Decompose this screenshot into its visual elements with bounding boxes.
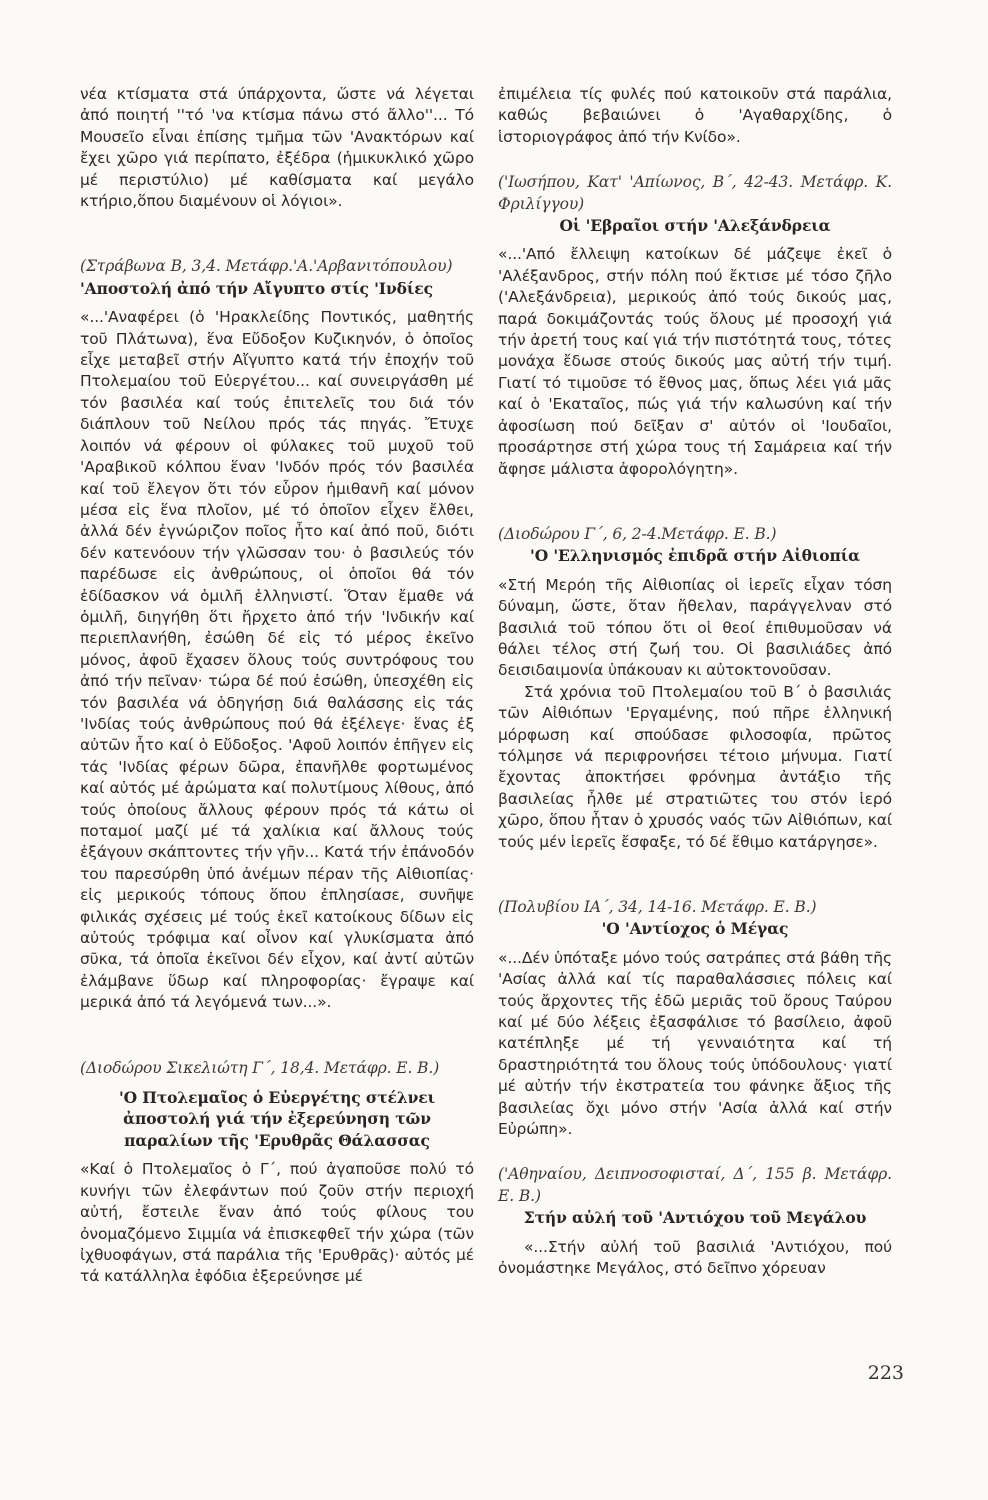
paragraph: νέα κτίσματα στά ύπάρχοντα, ὥστε νά λέγεται ἀπό ποιητή ''τό 'να κτίσμα πάνω στό ἄλλο''... Τό Μουσεῖο εἶναι ἐπίσης τμῆμα τῶν 'Ανακτόρων καί ἔχει χῶρο γιά περίπατο, ἐξέδρα (ἡμικυκλικό χῶρο μέ περιστύλιο) μέ καθίσματα καί μεγάλο κτήριο,ὅπου διαμένουν οἱ λόγιοι». bbox=[80, 85, 474, 211]
paragraph: «...'Αναφέρει (ὁ 'Ηρακλείδης Ποντικός, μαθητής τοῦ Πλάτωνα), ἕνα Εὔδοξον Κυζικηνόν, ὁ ὁποῖος εἶχε μεταβεῖ στήν Αἴγυπτο κατά τήν ἐποχήν τοῦ Πτολεμαίου τοῦ Εὐεργέτου... καί συνειργάσθη μέ τόν βασιλέα καί τούς ἐπιτελεῖς του διά τόν διάπλουν τοῦ Νείλου πρός τάς πηγάς. Ἔτυχε λοιπόν νά φέρουν οἱ φύλακες τοῦ μυχοῦ τοῦ 'Αραβικοῦ κόλπου ἕναν 'Ινδόν πρός τόν βασιλέα καί τοῦ ἔλεγον ὅτι τόν εὗρον ἡμιθανῆ καί μόνον μέσα εἰς ἕνα πλοῖον, μέ τό ὁποῖον εἶχεν ἔλθει, ἀλλά δέν ἐγνώριζον ποῖος ἦτο καί ἀπό ποῦ, διότι δέν κατενόουν τήν γλῶσσαν του· ὁ βασιλεύς τόν παρέδωσε εἰς ἀνθρώπους, οἱ ὁποῖοι θά τόν ἐδίδασκον νά ὁμιλῆ ἑλληνιστί. Ὅταν ἔμαθε νά ὁμιλῆ, διηγήθη ὅτι ἤρχετο ἀπό τήν 'Ινδικήν καί περιεπλανήθη, ἐσώθη δέ εἰς τό μέρος ἐκεῖνο μόνος, ἀφοῦ ἔχασεν ὅλους τούς συντρόφους του ἀπό τήν πεῖναν· τώρα δέ πού ἐσώθη, ὑπεσχέθη εἰς τόν βασιλέα νά ὁδηγήσῃ διά θαλάσσης εἰς τάς 'Ινδίας τούς ἀνθρώπους πού θά ἐξέλεγε· ἕνας ἐξ αὐτῶν ἦτο καί ὁ Εὔδοξος. 'Αφοῦ λοιπόν ἐπῆγεν εἰς τάς 'Ινδίας φέρων δῶρα, ἐπανῆλθε φορτωμένος καί αὐτός μέ ἀρώματα καί πολυτίμους λίθους, ἀπό τούς ὁποίους ἄλλους φέρουν πρός τά κάτω οἱ ποταμοί μαζί μέ τά χαλίκια καί ἄλλους τούς ἐξάγουν σκάπτοντες τήν γῆν... Κατά τήν ἐπάνοδόν του παρεσύρθη ὑπό ἀνέμων πέραν τῆς Αἰθιοπίας· εἰς μερικούς τόπους ὅπου ἐπλησίασε, συνῆψε φιλικάς σχέσεις μέ τούς ἐκεῖ κατοίκους δίδων εἰς αὐτούς τρόφιμα καί οἶνον καί γλυκίσματα ἀπό σῦκα, τά ὁποῖα ἐκεῖνοι δέν εἶχον, καί ἀντί αὐτῶν ἐλάμβανε ὕδωρ καί πληροφορίας· ἔγραψε καί μερικά ἀπό τά λεγόμενά των...». bbox=[80, 308, 474, 1012]
source-citation: (Διοδώρου Γ΄, 6, 2-4.Μετάφρ. Ε. Β.) bbox=[498, 524, 777, 543]
source-citation: ('Αθηναίου, Δειπνοσοφισταί, Δ΄, 155 β. Μετάφρ. Ε. Β.) bbox=[498, 1165, 892, 1205]
right-column bbox=[498, 84, 892, 1280]
paragraph: ἐπιμέλεια τίς φυλές πού κατοικοῦν στά παράλια, καθώς βεβαιώνει ὁ 'Αγαθαρχίδης, ὁ ἱστοριογράφος ἀπό τήν Κνίδο». bbox=[498, 85, 892, 146]
source-citation: (Πολυβίου ΙΑ΄, 34, 14-16. Μετάφρ. Ε. Β.) bbox=[498, 898, 817, 916]
page-number: 223 bbox=[867, 1362, 904, 1384]
paragraph: «Καί ὁ Πτολεμαῖος ὁ Γ΄, πού ἀγαποῦσε πολύ τό κυνήγι τῶν ἐλεφάντων πού ζοῦν στήν περιοχή αὐτή, ἔστειλε ἕναν ἀπό τούς φίλους του ὀνομαζόμενο Σιμμία νά ἐπισκεφθεῖ τήν χώρα (τῶν ἰχθυοφάγων, στά παράλια τῆς 'Ερυθρᾶς)· αὐτός μέ τά κατάλληλα ἐφόδια ἐξερεύνησε μέ bbox=[80, 1160, 474, 1286]
paragraph: «Στή Μερόη τῆς Αἰθιοπίας οἱ ἱερεῖς εἶχαν τόση δύναμη, ὥστε, ὅταν ἤθελαν, παράγγελναν στό βασιλιά τοῦ τόπου ὅτι οἱ θεοί ἐπιθυμοῦσαν νά θάλει τέλος στή ζωή του. Οἱ βασιλιάδες ἀπό δεισιδαιμονία ὑπάκουαν κι αὐτοκτονοῦσαν. bbox=[498, 575, 892, 680]
source-citation: (Διοδώρου Σικελιώτη Γ΄, 18,4. Μετάφρ. Ε. Β.) bbox=[80, 1058, 440, 1077]
source-citation: (Στράβωνα Β, 3,4. Μετάφρ.'Α.'Αρβανιτόπουλου) bbox=[80, 257, 453, 276]
paragraph: «...Δέν ὑπόταξε μόνο τούς σατράπες στά βάθη τῆς 'Ασίας ἀλλά καί τίς παραθαλάσσιες πόλεις καί τούς ἄρχοντες τῆς ἐδῶ μεριᾶς τοῦ ὄρους Ταύρου καί μέ δύο λέξεις ἐξασφάλισε τό βασίλειο, ἀφοῦ κατέπληξε μέ τή γενναιότητα καί τή δραστηριότητά του ὅλους τούς ὑπόδουλους· γιατί μέ αὐτήν τήν ἐκστρατεία του φάνηκε ἄξιος τῆς βασιλείας ὄχι μόνο στήν 'Ασία ἀλλά καί στήν Εὐρώπη». bbox=[498, 948, 892, 1139]
section-heading: 'Ο 'Αντίοχος ὁ Μέγας bbox=[601, 919, 789, 939]
section-heading: 'Ο Πτολεμαῖος ὁ Εὐεργέτης στέλνει ἀποστολή γιά τήν ἐξερεύνηση τῶν παραλίων τῆς 'Ερυθρᾶς Θάλασσας bbox=[118, 1088, 436, 1150]
section-heading: Στήν αὐλή τοῦ 'Αντιόχου τοῦ Μεγάλου bbox=[523, 1208, 867, 1228]
left-column bbox=[80, 84, 474, 1288]
source-citation: ('Ιωσήπου, Κατ' 'Απίωνος, Β΄, 42-43. Μετάφρ. Κ. Φριλίγγου) bbox=[498, 173, 892, 213]
paragraph: «...Στήν αὐλή τοῦ βασιλιά 'Αντιόχου, πού ὀνομάστηκε Μεγάλος, στό δεῖπνο χόρευαν bbox=[498, 1237, 892, 1278]
paragraph: «...'Από ἔλλειψη κατοίκων δέ μάζεψε ἐκεῖ ὁ 'Αλέξανδρος, στήν πόλη πού ἔκτισε μέ τόσο ζῆλο ('Αλεξάνδρεια), μερικούς ἀπό τούς δικούς μας, παρά δοκιμάζοντάς τούς ὅλους μέ προσοχή γιά τήν ἀρετή τους καί γιά τήν πιστότητά τους, τότες μονάχα ἔδωσε στούς δικούς μας αὐτή τήν τιμή. Γιατί τό τιμοῦσε τό ἔθνος μας, ὅπως λέει γιά μᾶς καί ὁ 'Εκαταῖος, πώς γιά τήν καλωσύνη καί τήν ἀφοσίωση πού δεῖξαν σ' αὐτόν οἱ 'Ιουδαῖοι, προσάρτησε στή χώρα τους τή Σαμάρεια καί τήν ἄφησε μάλιστα ἀφορολόγητη». bbox=[498, 245, 892, 478]
paragraph: Στά χρόνια τοῦ Πτολεμαίου τοῦ Β΄ ὁ βασιλιάς τῶν Αἰθιόπων 'Εργαμένης, πού πῆρε ἑλληνική μόρφωση καί σπούδασε φιλοσοφία, πρῶτος τόλμησε νά περιφρονήσει τέτοιο μήνυμα. Γιατί ἔχοντας ἀποκτήσει φρόνημα ἀντάξιο τῆς βασιλείας ἦλθε μέ στρατιῶτες του στόν ἱερό χῶρο, ὅπου ἦταν ὁ χρυσός ναός τῶν Αἰθιόπων, καί τούς μέν ἱερεῖς ἔσφαξε, τό δέ ἔθιμο κατάργησε». bbox=[498, 682, 892, 851]
section-heading: 'Αποστολή ἀπό τήν Αἴγυπτο στίς 'Ινδίες bbox=[80, 278, 433, 298]
section-heading: 'Ο 'Ελληνισμός ἐπιδρᾶ στήν Αἰθιοπία bbox=[530, 546, 860, 566]
section-heading: Οἱ 'Εβραῖοι στήν 'Αλεξάνδρεια bbox=[559, 216, 831, 236]
